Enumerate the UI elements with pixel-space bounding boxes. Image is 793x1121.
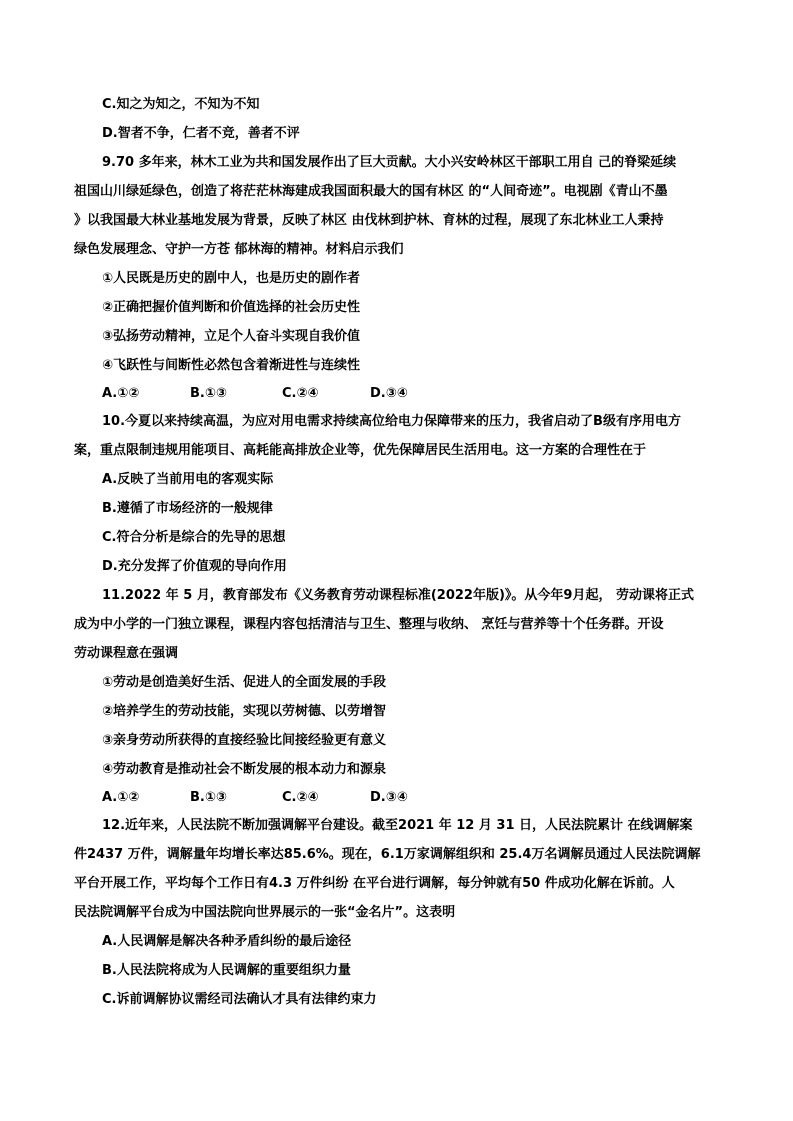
q11-item-4: ④劳动教育是推动社会不断发展的根本动力和源泉: [102, 762, 387, 777]
q9-stem-line-4: 绿色发展理念、守护一方苍 郁林海的精神。材料启示我们: [74, 242, 404, 257]
q9-stem-line-2: 祖国山川绿延绿色，创造了将茫茫林海建成我国面积最大的国有林区 的“人间奇迹”。电视剧《青山不墨: [74, 184, 668, 199]
q11-option-a: A.①②: [102, 790, 140, 805]
q12-option-a: A.人民调解是解决各种矛盾纠纷的最后途径: [102, 934, 352, 949]
q11-stem-line-3: 劳动课程意在强调: [74, 646, 179, 661]
q12-stem-line-1: 12.近年来，人民法院不断加强调解平台建设。截至2021 年 12 月 31 日，人民法院累计 在线调解案: [102, 818, 693, 833]
q10-option-c: C.符合分析是综合的先导的思想: [102, 530, 286, 545]
q9-item-4: ④飞跃性与间断性必然包含着渐进性与连续性: [102, 358, 361, 373]
q9-item-2: ②正确把握价值判断和价值选择的社会历史性: [102, 300, 361, 315]
q10-stem-line-1: 10.今夏以来持续高温，为应对用电需求持续高位给电力保障带来的压力，我省启动了B级有序用电方: [102, 414, 681, 429]
q11-stem-line-2: 成为中小学的一门独立课程，课程内容包括清洁与卫生、整理与收纳、 烹饪与营养等十个任务群。开设: [74, 617, 664, 632]
q12-stem-line-3: 平台开展工作，平均每个工作日有4.3 万件纠纷 在平台进行调解，每分钟就有50 件成功化解在诉前。人: [74, 876, 675, 891]
q9-option-c: C.②④: [282, 386, 319, 401]
q9-item-1: ①人民既是历史的剧中人，也是历史的剧作者: [102, 271, 361, 286]
q12-stem-line-2: 件2437 万件，调解量年均增长率达85.6%。现在，6.1万家调解组织和 25.4万名调解员通过人民法院调解: [74, 847, 701, 862]
q12-option-c: C.诉前调解协议需经司法确认才具有法律约束力: [102, 992, 377, 1007]
q11-item-2: ②培养学生的劳动技能，实现以劳树德、以劳增智: [102, 704, 387, 719]
q11-item-3: ③亲身劳动所获得的直接经验比间接经验更有意义: [102, 733, 387, 748]
q11-item-1: ①劳动是创造美好生活、促进人的全面发展的手段: [102, 675, 387, 690]
q9-item-3: ③弘扬劳动精神，立足个人奋斗实现自我价值: [102, 329, 361, 344]
q11-stem-line-1: 11.2022 年 5 月，教育部发布《义务教育劳动课程标准(2022年版)》。从今年9月起， 劳动课将正式: [102, 588, 694, 603]
q9-option-b: B.①③: [190, 386, 227, 401]
q8-option-d: D.智者不争，仁者不竞，善者不评: [102, 126, 300, 141]
q10-option-a: A.反映了当前用电的客观实际: [102, 472, 274, 487]
q9-stem-line-1: 9.70 多年来，林木工业为共和国发展作出了巨大贡献。大小兴安岭林区干部职工用自 己的脊梁延续: [102, 155, 677, 170]
q10-option-d: D.充分发挥了价值观的导向作用: [102, 559, 287, 574]
q12-stem-line-4: 民法院调解平台成为中国法院向世界展示的一张“金名片”。这表明: [74, 905, 456, 920]
q11-option-d: D.③④: [370, 790, 408, 805]
q9-stem-line-3: 》以我国最大林业基地发展为背景，反映了林区 由伐林到护林、育林的过程，展现了东北林业工人秉持: [74, 213, 664, 228]
q10-stem-line-2: 案，重点限制违规用能项目、高耗能高排放企业等，优先保障居民生活用电。这一方案的合理性在于: [74, 443, 647, 458]
q12-option-b: B.人民法院将成为人民调解的重要组织力量: [102, 963, 351, 978]
q9-option-a: A.①②: [102, 386, 140, 401]
q10-option-b: B.遵循了市场经济的一般规律: [102, 501, 273, 516]
q11-option-c: C.②④: [282, 790, 319, 805]
q8-option-c: C.知之为知之，不知为不知: [102, 97, 260, 112]
q11-option-b: B.①③: [190, 790, 227, 805]
q9-option-d: D.③④: [370, 386, 408, 401]
